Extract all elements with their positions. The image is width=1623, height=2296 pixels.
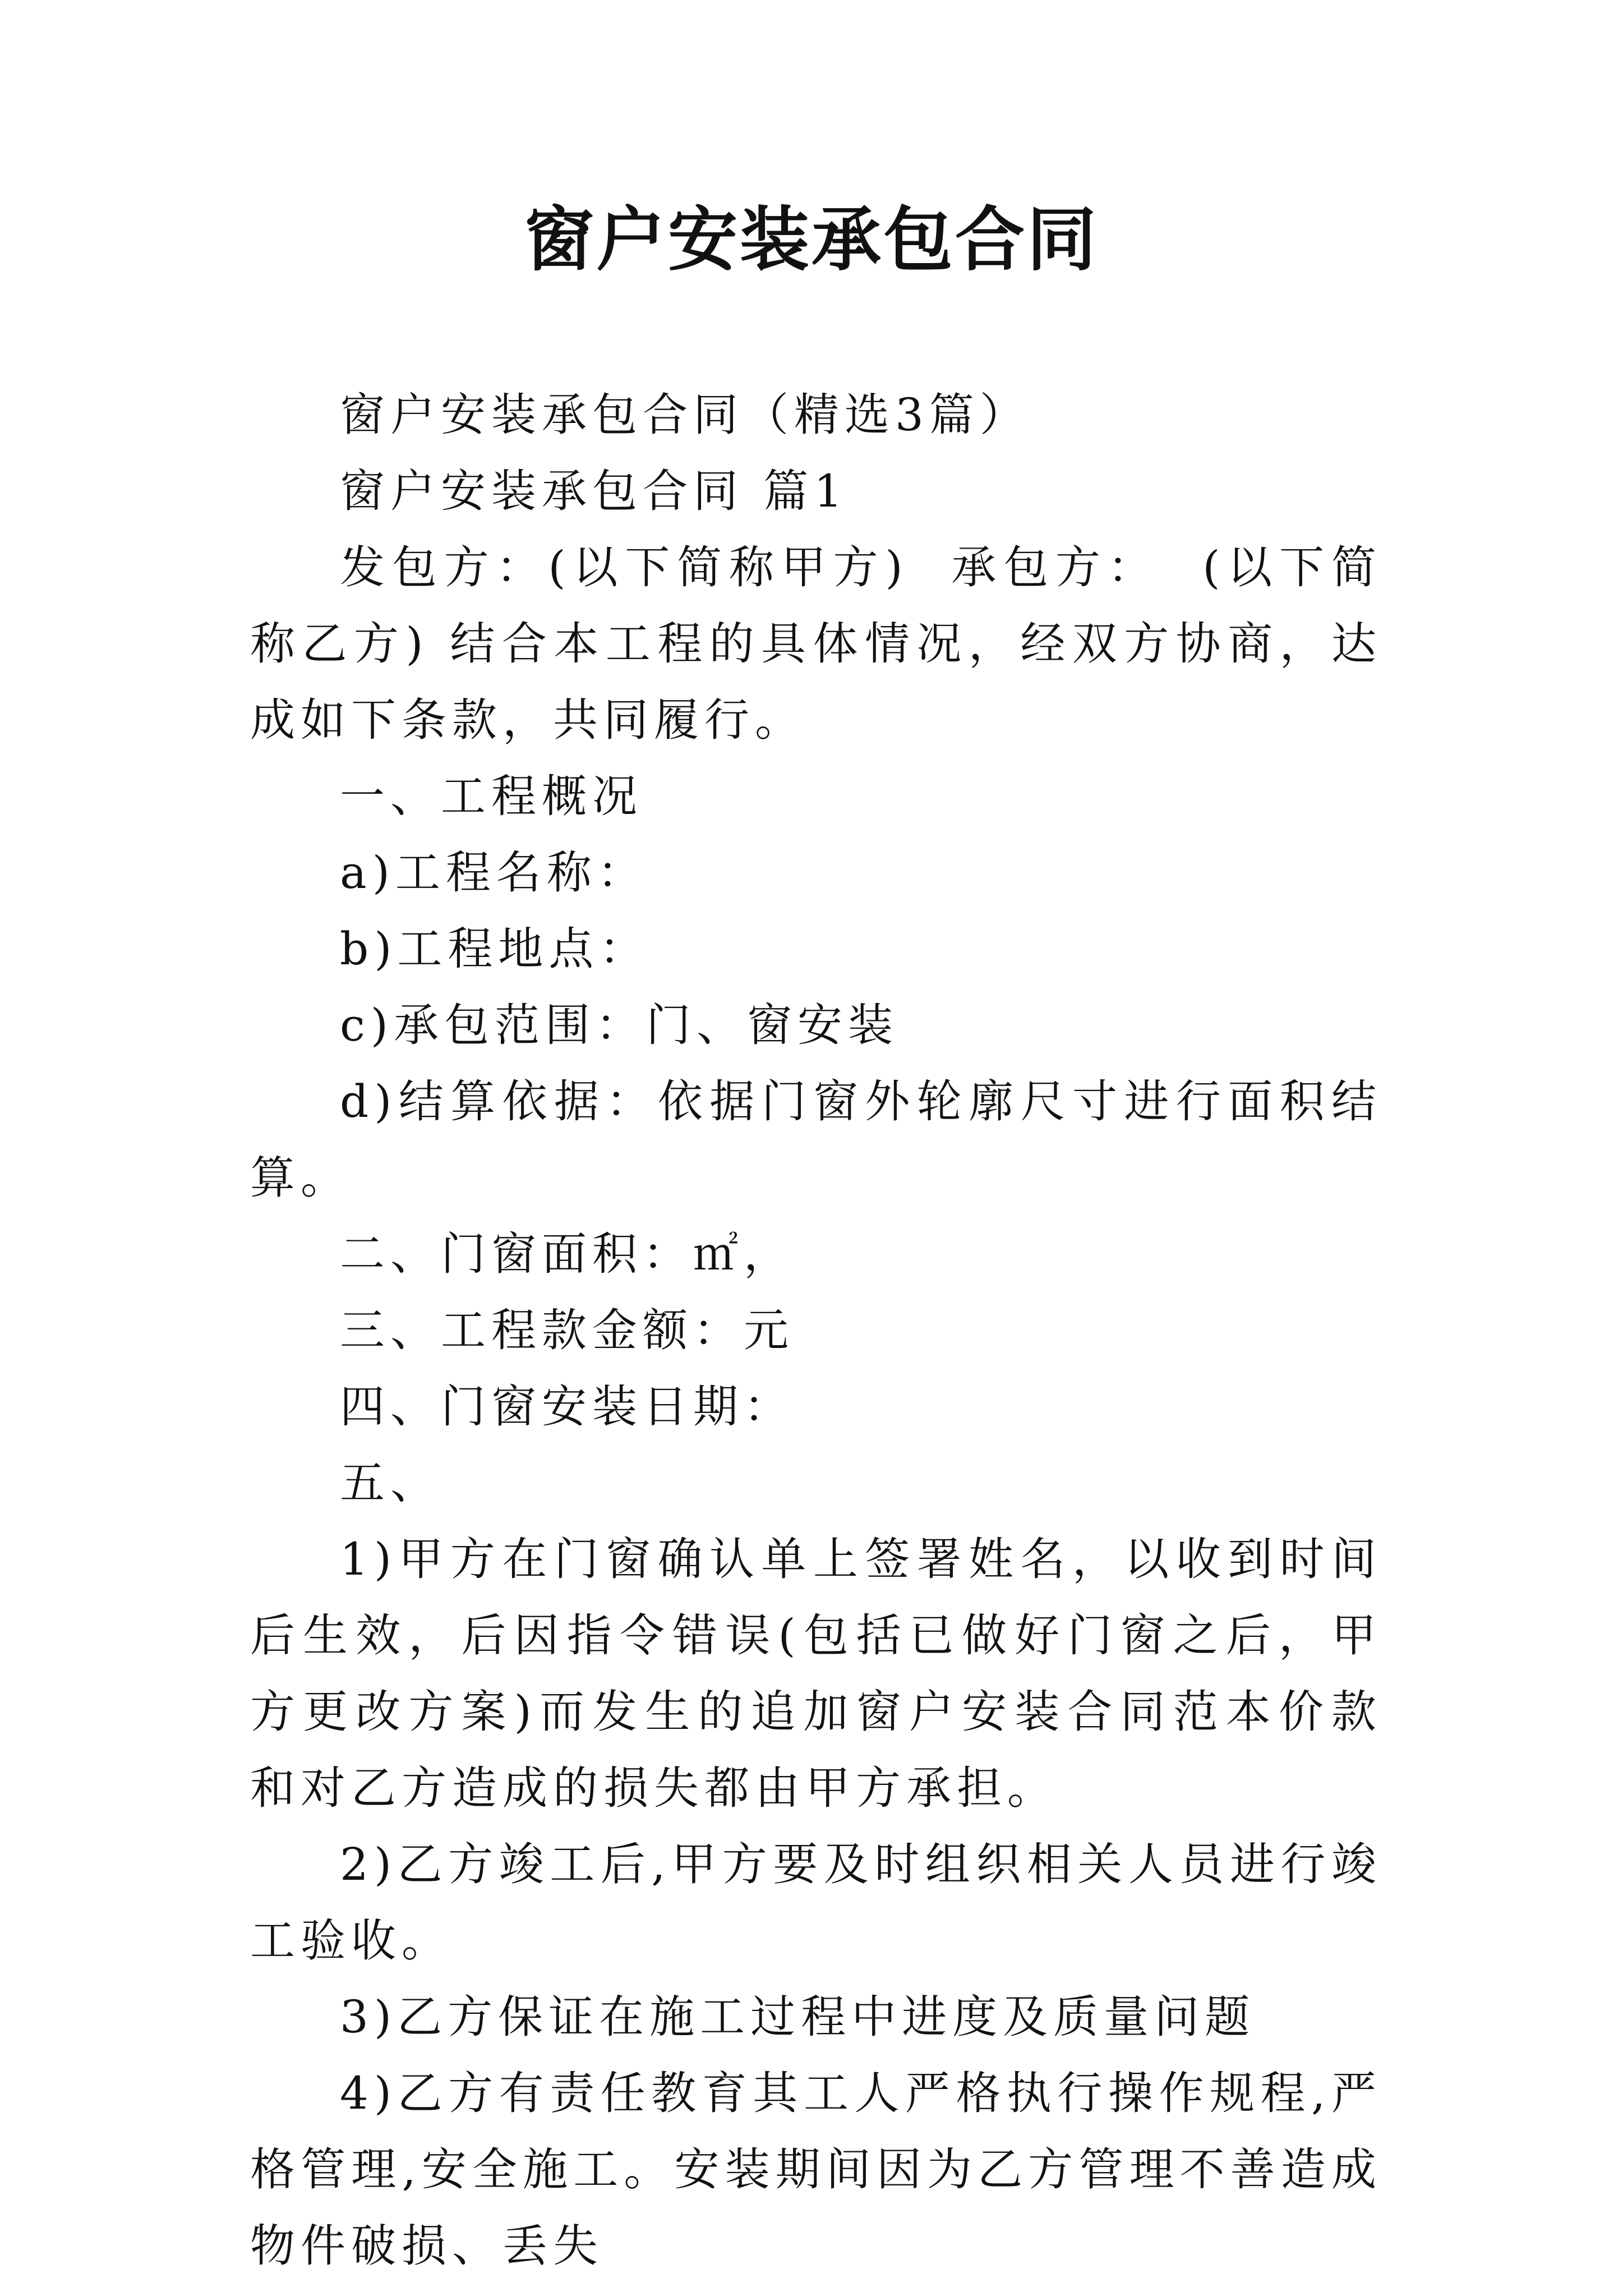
paragraph-contract-scope: c)承包范围：门、窗安装 (340, 999, 899, 1051)
paragraph-clause-2: 2)乙方竣工后,甲方要及时组织相关人员进行竣工验收。 (250, 1838, 1382, 1967)
document-title: 窗户安装承包合同 (524, 199, 1099, 280)
paragraph-subtitle: 窗户安装承包合同（精选3篇） (340, 389, 1030, 441)
paragraph-settlement-basis: d)结算依据：依据门窗外轮廓尺寸进行面积结算。 (250, 1075, 1382, 1204)
paragraph-project-overview: 一、工程概况 (340, 770, 643, 822)
paragraph-section-five: 五、 (340, 1457, 441, 1509)
paragraph-parties: 发包方：(以下简称甲方) 承包方： (以下简称乙方) 结合本工程的具体情况，经双方协商，达成如下条款，共同履行。 (250, 541, 1382, 746)
document-body (250, 377, 1382, 2284)
paragraph-clause-3: 3)乙方保证在施工过程中进度及质量问题 (340, 1991, 1256, 2043)
paragraph-clause-1: 1)甲方在门窗确认单上签署姓名，以收到时间后生效，后因指令错误(包括已做好门窗之后，甲方更改方案)而发生的追加窗户安装合同范本价款和对乙方造成的损失都由甲方承担。 (250, 1533, 1382, 1814)
paragraph-section-heading: 窗户安装承包合同 篇1 (340, 465, 849, 517)
paragraph-contract-amount: 三、工程款金额：元 (340, 1304, 794, 1356)
paragraph-window-area: 二、门窗面积：㎡， (340, 1228, 794, 1280)
paragraph-project-location: b)工程地点： (340, 923, 650, 975)
paragraph-project-name: a)工程名称： (340, 846, 648, 899)
paragraph-install-date: 四、门窗安装日期： (340, 1381, 794, 1433)
paragraph-clause-4: 4)乙方有责任教育其工人严格执行操作规程,严格管理,安全施工。安装期间因为乙方管理不善造成物件破损、丢失 (250, 2067, 1382, 2272)
